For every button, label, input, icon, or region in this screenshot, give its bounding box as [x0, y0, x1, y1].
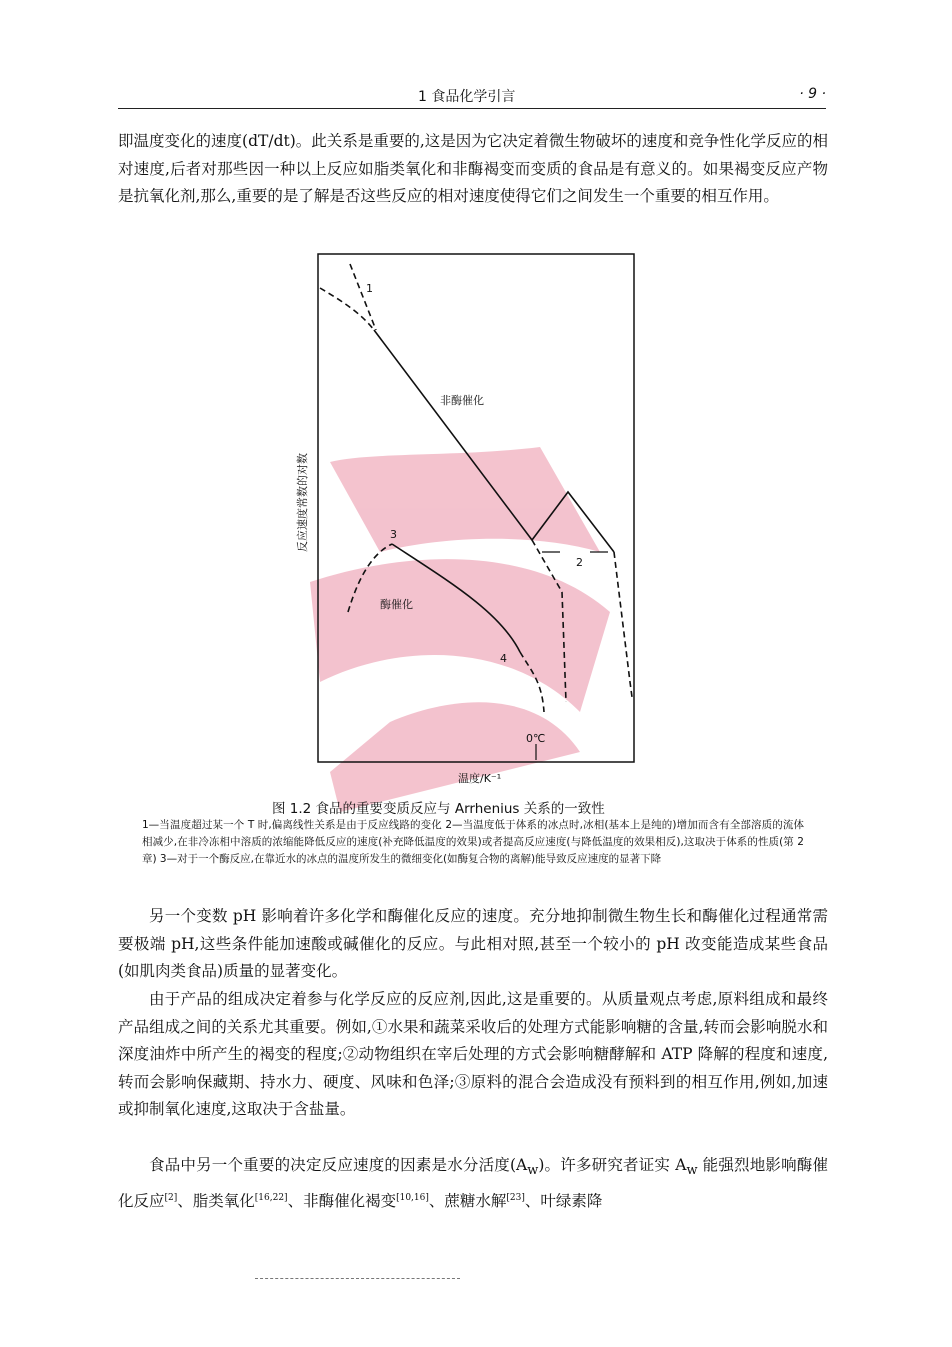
curve-label-2: 2 — [576, 556, 583, 569]
page-number: · 9 · — [799, 86, 826, 102]
figure-note: 1—当温度超过某一个 T 时,偏离线性关系是由于反应线路的变化 2—当温度低于体系的冰点时,冰相(基本上是纯的)增加而含有全部溶质的流体相减少,在非冷冻相中溶质的浓缩能降低反应的速度(补充降低温度的效果)或者提高反应速度(与降低温度的效果相反),这取决于体系的性质(第 2 章) 3—对于一个酶反应,在靠近水的冰点的温度所发生的微细变化(如酶复合物的离解)能导致反应速度的显著下降 — [142, 819, 804, 865]
running-header — [118, 84, 826, 109]
chapter-title: 1 食品化学引言 — [418, 89, 516, 105]
curve-label-1: 1 — [366, 282, 373, 295]
arrhenius-plot — [280, 252, 660, 812]
paragraph-4: 食品中另一个重要的决定反应速度的因素是水分活度$(A_w)$。许多研究者证实 $A_w$ 能强烈地影响酶催化反应[2]、脂类氧化[16,22]、非酶催化褐变[10,16]、蔗糖水解[23]、叶绿素降 — [118, 1156, 828, 1210]
label-enzymatic: 酶催化 — [380, 598, 413, 611]
figure-arrhenius — [280, 252, 660, 812]
paragraph-2: 另一个变数 pH 影响着许多化学和酶催化反应的速度。充分地抑制微生物生长和酶催化过程通常需要极端 pH,这些条件能加速酸或碱催化的反应。与此相对照,甚至一个较小的 pH 改变能造成某些食品(如肌肉类食品)质量的显著变化。 — [118, 907, 828, 980]
curve-2-right — [614, 552, 632, 697]
label-nonenzymatic: 非酶催化 — [440, 394, 484, 407]
curve-label-4: 4 — [500, 652, 507, 665]
footer-rule — [255, 1278, 460, 1279]
label-zero-celsius: 0℃ — [526, 732, 546, 745]
figure-caption: 图 1.2 食品的重要变质反应与 Arrhenius 关系的一致性 — [272, 801, 605, 817]
watermark-logo — [310, 447, 610, 812]
paragraph-1: 即温度变化的速度(dT/dt)。此关系是重要的,这是因为它决定着微生物破坏的速度和竞争性化学反应的相对速度,后者对那些因一种以上反应如脂类氧化和非酶褐变而变质的食品是有意义的。如果褐变反应产物是抗氧化剂,那么,重要的是了解是否这些反应的相对速度使得它们之间发生一个重要的相互作用。 — [118, 132, 828, 205]
curve-label-3: 3 — [390, 528, 397, 541]
x-axis-label: 温度/K⁻¹ — [458, 772, 502, 785]
curve-1-dashed — [350, 264, 376, 330]
paragraph-3: 由于产品的组成决定着参与化学反应的反应剂,因此,这是重要的。从质量观点考虑,原料组成和最终产品组成之间的关系尤其重要。例如,①水果和蔬菜采收后的处理方式能影响糖的含量,转而会影响脱水和深度油炸中所产生的褐变的程度;②动物组织在宰后处理的方式会影响糖酵解和 ATP 降解的程度和速度,转而会影响保藏期、持水力、硬度、风味和色泽;③原料的混合会造成没有预料到的相互作用,例如,加速或抑制氧化速度,这取决于含盐量。 — [118, 990, 828, 1118]
y-axis-label: 反应速度常数的对数 — [296, 453, 309, 552]
